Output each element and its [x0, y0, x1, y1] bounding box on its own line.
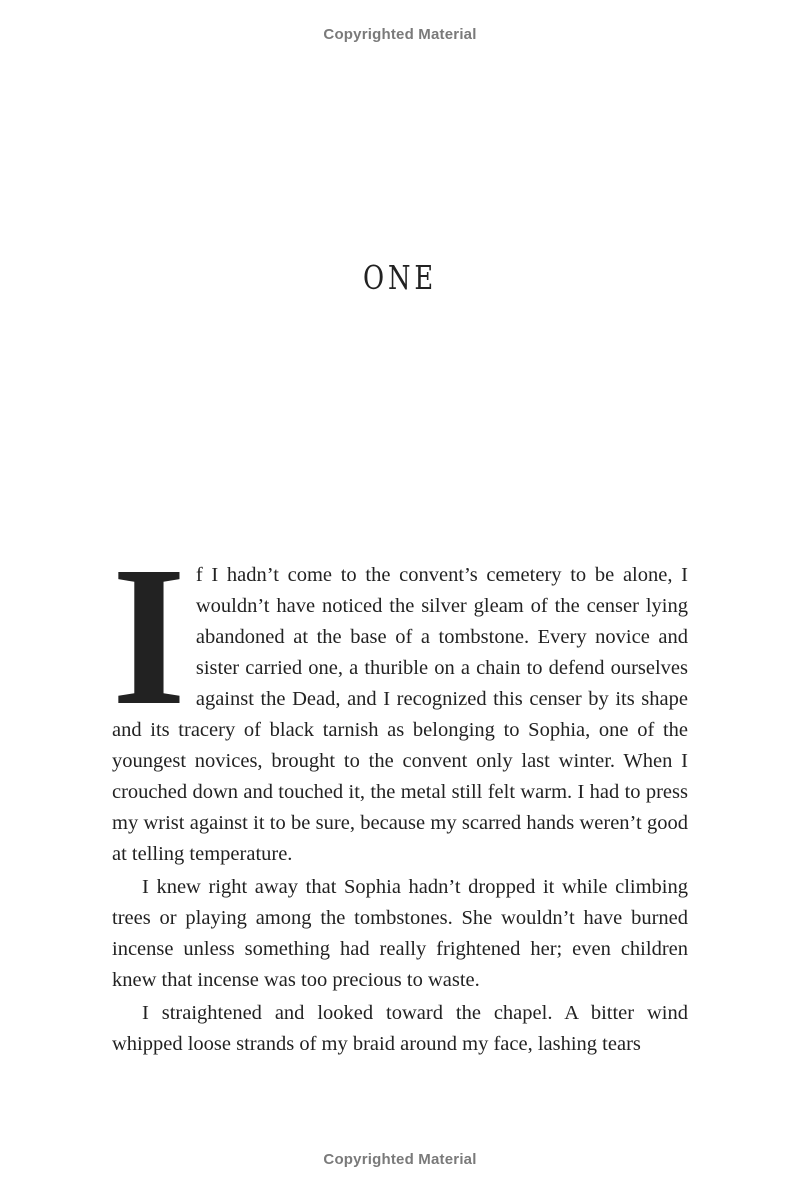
- paragraph-3: I straightened and looked toward the chapel. A bitter wind whipped loose strands of my braid around my face, lashing tears: [112, 1002, 688, 1055]
- paragraph-1-text: f I hadn’t come to the convent’s cemetery to be alone, I wouldn’t have noticed the silver gleam of the censer lying abandoned at the base of a tombstone. Every novice and sister carried one, a thurible on a chain to defend ourselves against the Dead, and I recognized this censer by its shape and its tracery of black tarnish as belonging to Sophia, one of the youngest novices, brought to the convent only last winter. When I crouched down and touched it, the metal still felt warm. I had to press my wrist against it to be sure, because my scarred hands weren’t good at telling temperature.: [112, 564, 688, 865]
- chapter-body: [111, 526, 688, 1060]
- paragraph-1: [111, 526, 688, 870]
- watermark-top: Copyrighted Material: [323, 26, 477, 43]
- watermark-bottom: Copyrighted Material: [323, 1151, 477, 1168]
- drop-cap: I: [111, 526, 186, 747]
- chapter-title: ONE: [362, 258, 438, 297]
- paragraph-2: I knew right away that Sophia hadn’t dropped it while climbing trees or playing among the tombstones. She wouldn’t have burned incense unless something had really frightened her; even children knew that incense was too precious to waste.: [112, 876, 688, 991]
